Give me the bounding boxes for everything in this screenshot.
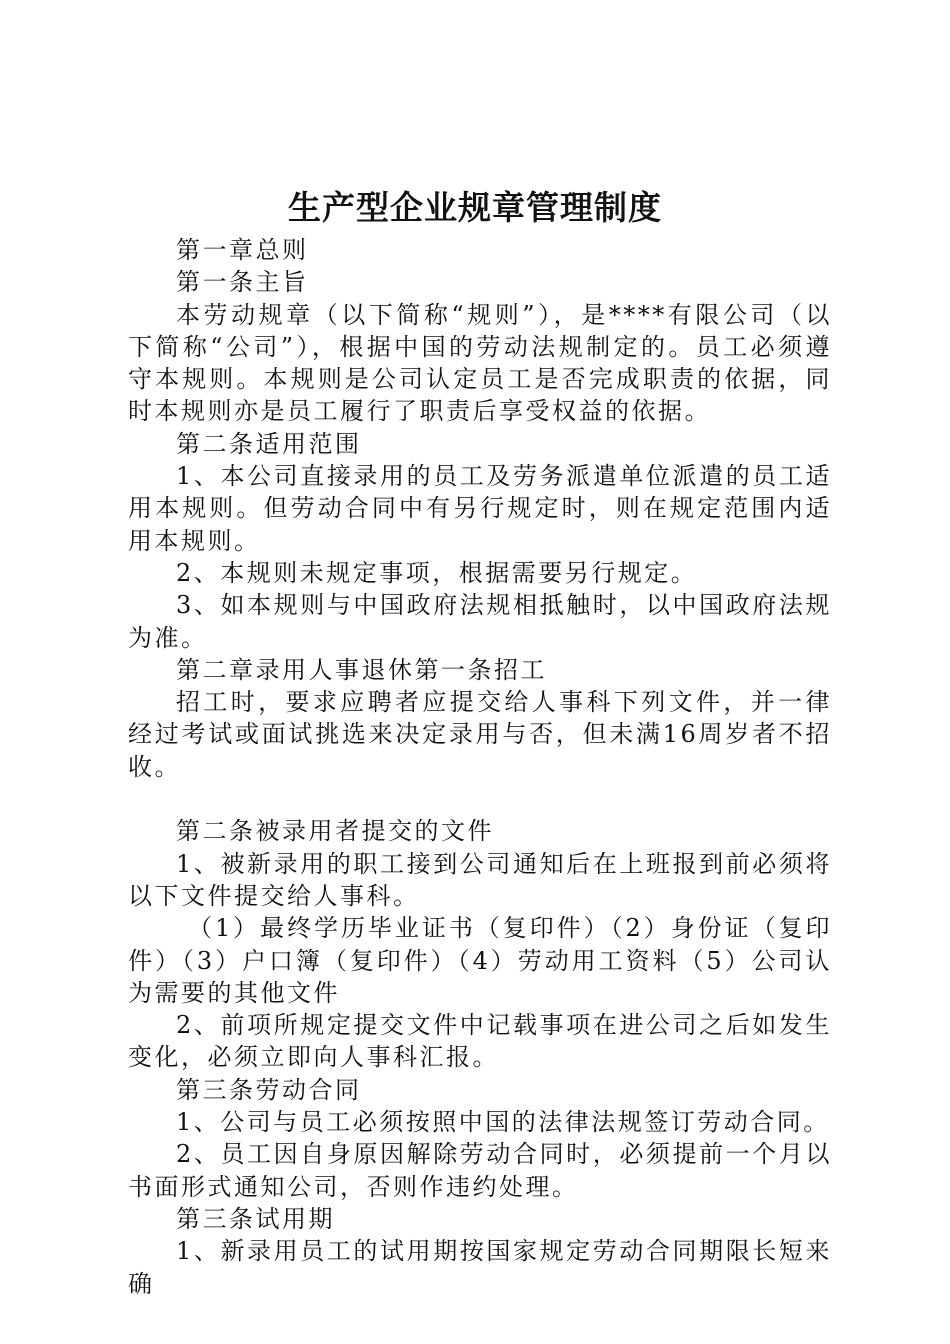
body-paragraph: （1）最终学历毕业证书（复印件）（2）身份证（复印件）（3）户口簿（复印件）（4）劳动用工资料（5）公司认为需要的其他文件 bbox=[128, 914, 832, 1007]
body-paragraph: 1、本公司直接录用的员工及劳务派遣单位派遣的员工适用本规则。但劳动合同中有另行规定时，则在规定范围内适用本规则。 bbox=[128, 462, 832, 555]
body-paragraph: 1、新录用员工的试用期按国家规定劳动合同期限长短来确 bbox=[128, 1237, 832, 1298]
document-title: 生产型企业规章管理制度 bbox=[288, 188, 662, 227]
article-heading: 第一条主旨 bbox=[176, 268, 309, 297]
document-body bbox=[128, 234, 832, 1300]
body-paragraph: 1、被新录用的职工接到公司通知后在上班报到前必须将以下文件提交给人事科。 bbox=[128, 849, 832, 910]
article-heading: 第三条试用期 bbox=[176, 1204, 335, 1233]
blank-line bbox=[128, 783, 832, 815]
body-paragraph: 本劳动规章（以下简称“规则”），是****有限公司（以下简称“公司”），根据中国的劳动法规制定的。员工必须遵守本规则。本规则是公司认定员工是否完成职责的依据，同时本规则亦是员工履行了职责后享受权益的依据。 bbox=[128, 300, 832, 426]
chapter-heading: 第二章录用人事退休第一条招工 bbox=[176, 655, 547, 684]
body-paragraph: 招工时，要求应聘者应提交给人事科下列文件，并一律经过考试或面试挑选来决定录用与否，但未满16周岁者不招收。 bbox=[128, 688, 832, 781]
body-paragraph: 1、公司与员工必须按照中国的法律法规签订劳动合同。 bbox=[176, 1108, 830, 1137]
body-paragraph: 2、前项所规定提交文件中记载事项在进公司之后如发生变化，必须立即向人事科汇报。 bbox=[128, 1011, 832, 1072]
body-paragraph: 3、如本规则与中国政府法规相抵触时，以中国政府法规为准。 bbox=[128, 591, 832, 652]
body-paragraph: 2、本规则未规定事项，根据需要另行规定。 bbox=[176, 558, 698, 587]
article-heading: 第二条适用范围 bbox=[176, 429, 362, 458]
body-paragraph: 2、员工因自身原因解除劳动合同时，必须提前一个月以书面形式通知公司，否则作违约处理。 bbox=[128, 1140, 832, 1201]
article-heading: 第三条劳动合同 bbox=[176, 1075, 362, 1104]
article-heading: 第二条被录用者提交的文件 bbox=[176, 817, 494, 846]
chapter-heading: 第一章总则 bbox=[176, 236, 309, 264]
